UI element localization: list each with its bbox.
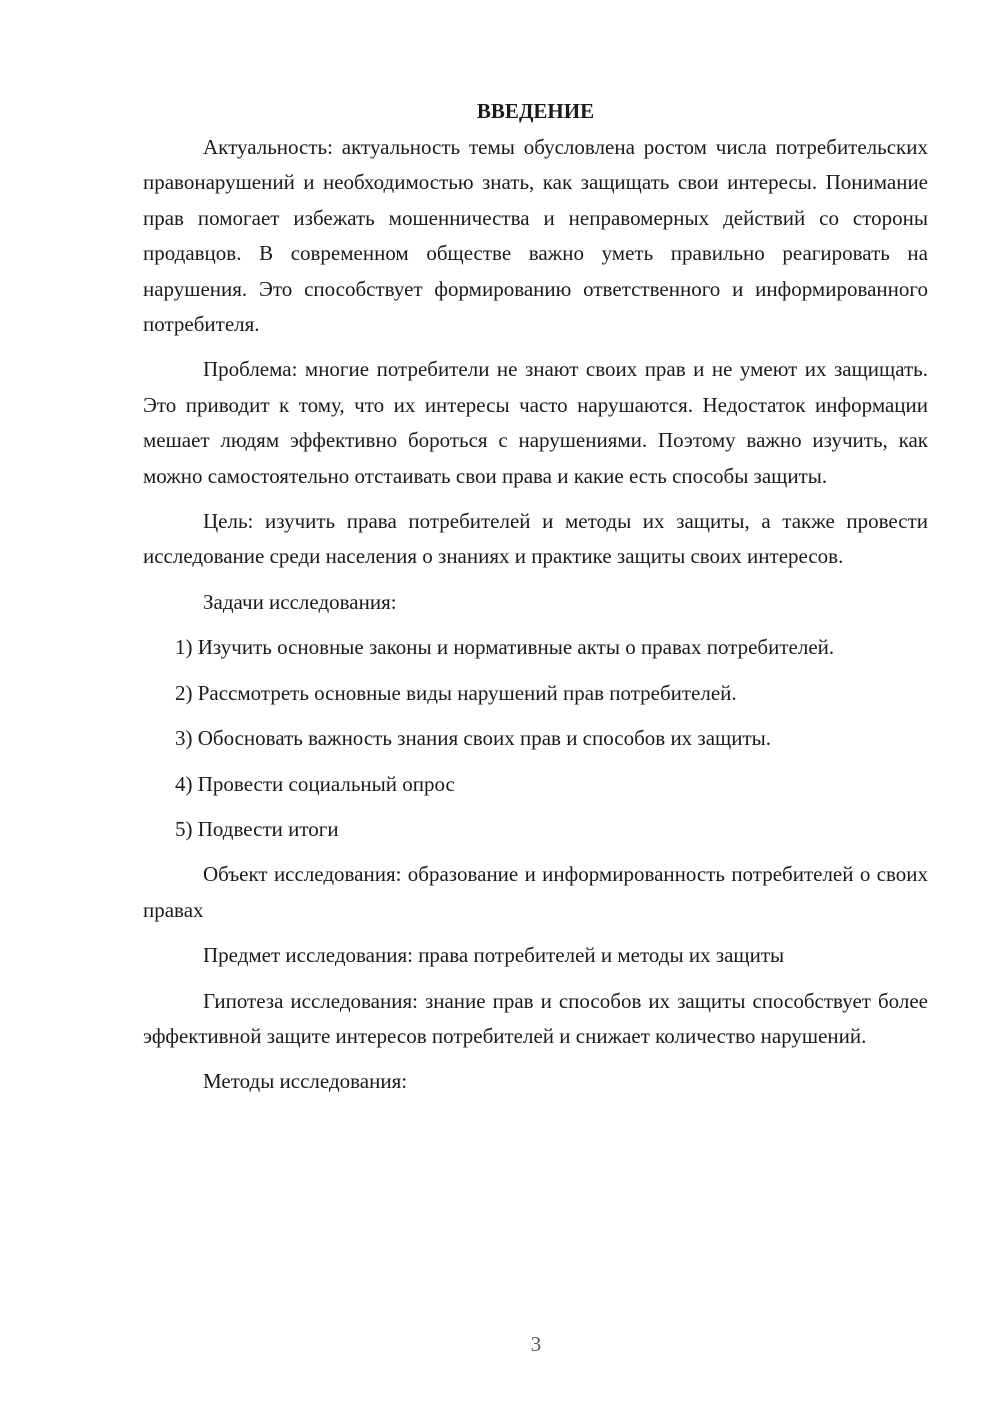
task-item: 2) Рассмотреть основные виды нарушений прав потребителей.: [175, 680, 737, 705]
task-item: 5) Подвести итоги: [175, 816, 339, 841]
task-item: 3) Обосновать важность знания своих прав и способов их защиты.: [175, 726, 771, 751]
tasks-heading: Задачи исследования:: [203, 589, 397, 614]
subject-paragraph: Предмет исследования: права потребителей и методы их защиты: [203, 943, 785, 968]
task-item: 4) Провести социальный опрос: [175, 771, 455, 796]
page-number: 3: [530, 1332, 542, 1356]
object-paragraph: Объект исследования: образование и информированность потребителей о своих правах: [143, 862, 928, 922]
relevance-paragraph: Актуальность: актуальность темы обусловлена ростом числа потребительских правонарушений и необходимостью знать, как защищать свои интересы. Понимание прав помогает избежать мошенничества и неправомерных действий со стороны продавцов. В современном обществе важно уметь правильно реагировать на нарушения. Это способствует формированию ответственного и информированного потребителя.: [143, 135, 928, 337]
problem-paragraph: Проблема: многие потребители не знают своих прав и не умеют их защищать. Это приводит к тому, что их интересы часто нарушаются. Недостаток информации мешает людям эффективно бороться с нарушениями. Поэтому важно изучить, как можно самостоятельно отстаивать свои права и какие есть способы защиты.: [143, 357, 928, 488]
task-item: 1) Изучить основные законы и нормативные акты о правах потребителей.: [175, 635, 835, 660]
page-content: [143, 96, 928, 1110]
section-title: ВВЕДЕНИЕ: [476, 99, 595, 123]
hypothesis-paragraph: Гипотеза исследования: знание прав и способов их защиты способствует более эффективной защите интересов потребителей и снижает количество нарушений.: [143, 988, 928, 1048]
methods-heading: Методы исследования:: [203, 1069, 408, 1094]
goal-paragraph: Цель: изучить права потребителей и методы их защиты, а также провести исследование среди населения о знаниях и практике защиты своих интересов.: [143, 509, 928, 569]
